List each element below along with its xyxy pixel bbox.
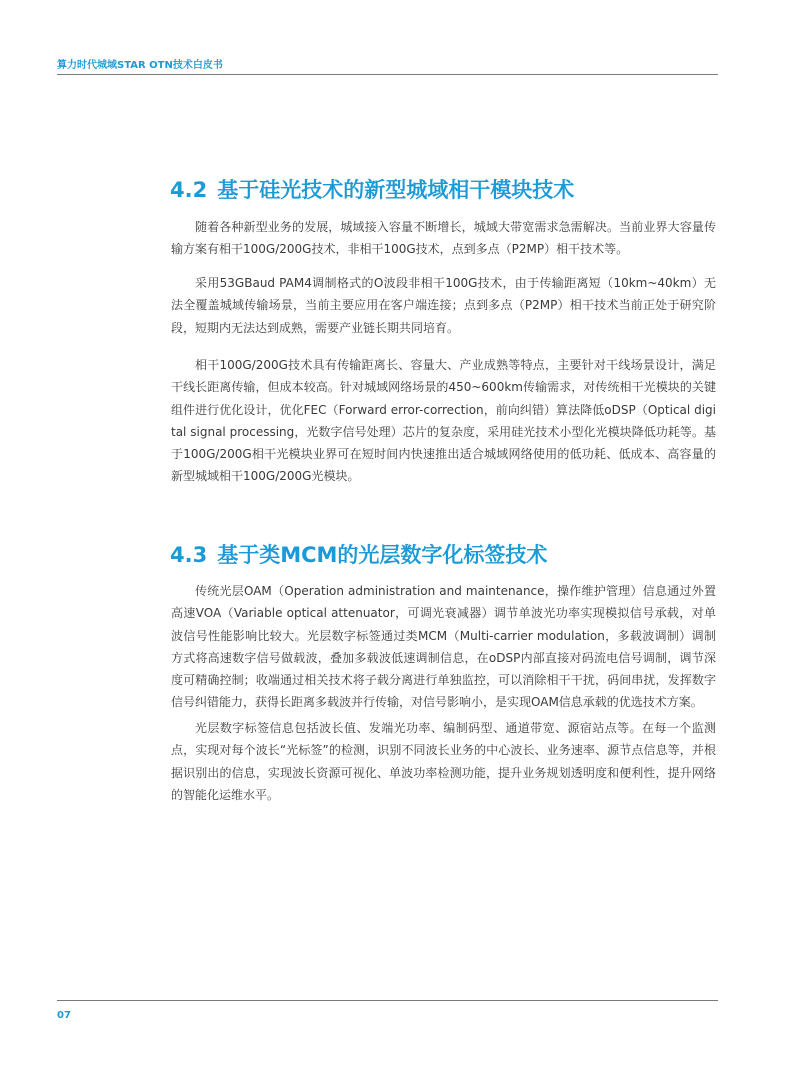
paragraph: 相干100G/200G技术具有传输距离长、容量大、产业成熟等特点，主要针对干线场景设计，满足干线长距离传输，但成本较高。针对城域网络场景的450~600km传输需求，对传统相干光模块的关键组件进行优化设计，优化FEC（Forward error-correction，前向纠错）算法降低oDSP（Optical digital signal processing，光数字信号处理）芯片的复杂度，采用硅光技术小型化光模块降低功耗等。基于100G/200G相干光模块业界可在短时间内快速推出适合城域网络使用的低功耗、低成本、高容量的新型城域相干100G/200G光模块。 [171,358,716,484]
section-heading-4-2 [170,174,574,204]
section-number: 4.3 [170,543,208,567]
section-number: 4.2 [170,178,208,202]
paragraph: 采用53GBaud PAM4调制格式的O波段非相干100G技术，由于传输距离短（10km~40km）无法全覆盖城域传输场景，当前主要应用在客户端连接；点到多点（P2MP）相干技术当前正处于研究阶段，短期内无法达到成熟，需要产业链长期共同培育。 [171,276,716,335]
page-number: 07 [57,1010,71,1021]
paragraph: 随着各种新型业务的发展，城域接入容量不断增长，城域大带宽需求急需解决。当前业界大容量传输方案有相干100G/200G技术，非相干100G技术，点到多点（P2MP）相干技术等。 [171,220,716,257]
section-heading-4-3 [170,539,547,569]
running-header-title: 算力时代城域STAR OTN技术白皮书 [57,60,223,71]
section-title: 基于类MCM的光层数字化标签技术 [217,543,548,567]
paragraph: 光层数字标签信息包括波长值、发端光功率、编制码型、通道带宽、源宿站点等。在每一个监测点，实现对每个波长“光标签”的检测，识别不同波长业务的中心波长、业务速率、源节点信息等，并根据识别出的信息，实现波长资源可视化、单波功率检测功能，提升业务规划透明度和便利性，提升网络的智能化运维水平。 [171,721,716,802]
paragraph: 传统光层OAM（Operation administration and maintenance，操作维护管理）信息通过外置高速VOA（Variable optical attenuator，可调光衰减器）调节单波光功率实现模拟信号承载，对单波信号性能影响比较大。光层数字标签通过类MCM（Multi-carrier modulation，多载波调制）调制方式将高速数字信号做载波，叠加多载波低速调制信息，在oDSP内部直接对码流电信号调制，调节深度可精确控制；收端通过相关技术将子载分离进行单独监控，可以消除相干干扰，码间串扰，发挥数字信号纠错能力，获得长距离多载波并行传输，对信号影响小，是实现OAM信息承载的优选技术方案。 [171,584,716,710]
section-title: 基于硅光技术的新型城域相干模块技术 [217,178,575,202]
header-divider [57,74,718,75]
footer-divider [57,1000,718,1001]
